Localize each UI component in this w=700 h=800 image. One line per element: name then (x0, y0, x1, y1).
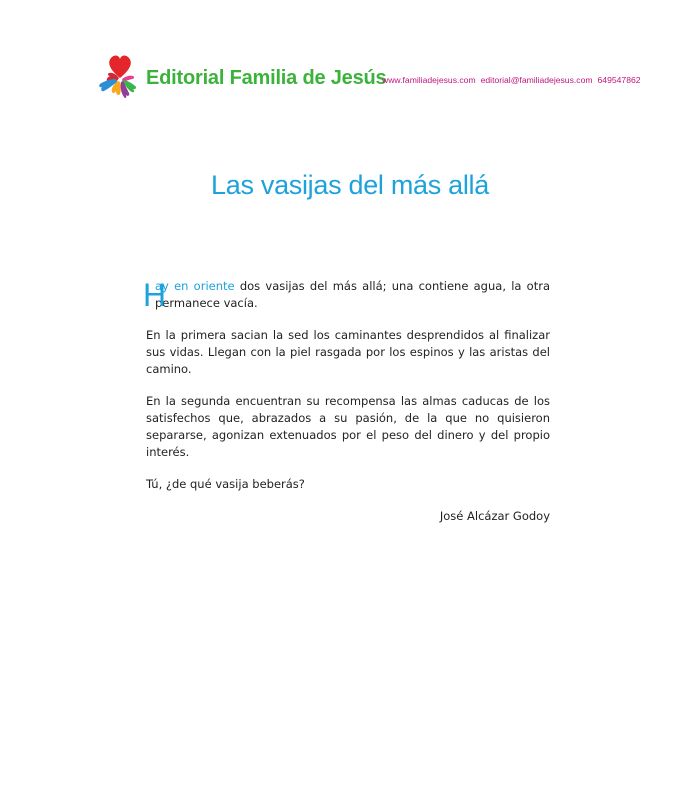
drop-cap: H (143, 277, 167, 313)
publisher-name: Editorial Familia de Jesús (146, 67, 387, 89)
paragraph-1-text: dos vasijas del más allá; una contiene agua, la otra permanece vacía. (155, 279, 551, 310)
page-title: Las vasijas del más allá (211, 170, 489, 200)
author-signature: José Alcázar Godoy (439, 509, 550, 523)
paragraph-4: Tú, ¿de qué vasija beberás? (146, 477, 305, 491)
contact-info (382, 75, 641, 85)
story-body (143, 277, 551, 540)
website-link[interactable]: www.familiadejesus.com (382, 75, 476, 85)
page-header (92, 48, 641, 104)
paragraph-3: En la segunda encuentran su recompensa las almas caducas de los satisfechos que, abrazados a su pasión, de la que no quisieron separarse, agonizan extenuados por el peso del dinero y del propio interés. (146, 394, 550, 459)
phone-number: 649547862 (597, 75, 641, 85)
paragraph-2: En la primera sacian la sed los caminantes desprendidos al finalizar sus vidas. Llegan con la piel rasgada por los espinos y las aristas del camino. (146, 328, 550, 376)
paragraph-1 (143, 277, 551, 313)
lead-phrase: ay en oriente (155, 279, 235, 293)
heart-hands-logo-icon (92, 48, 148, 104)
email-link[interactable]: editorial@familiadejesus.com (480, 75, 593, 85)
